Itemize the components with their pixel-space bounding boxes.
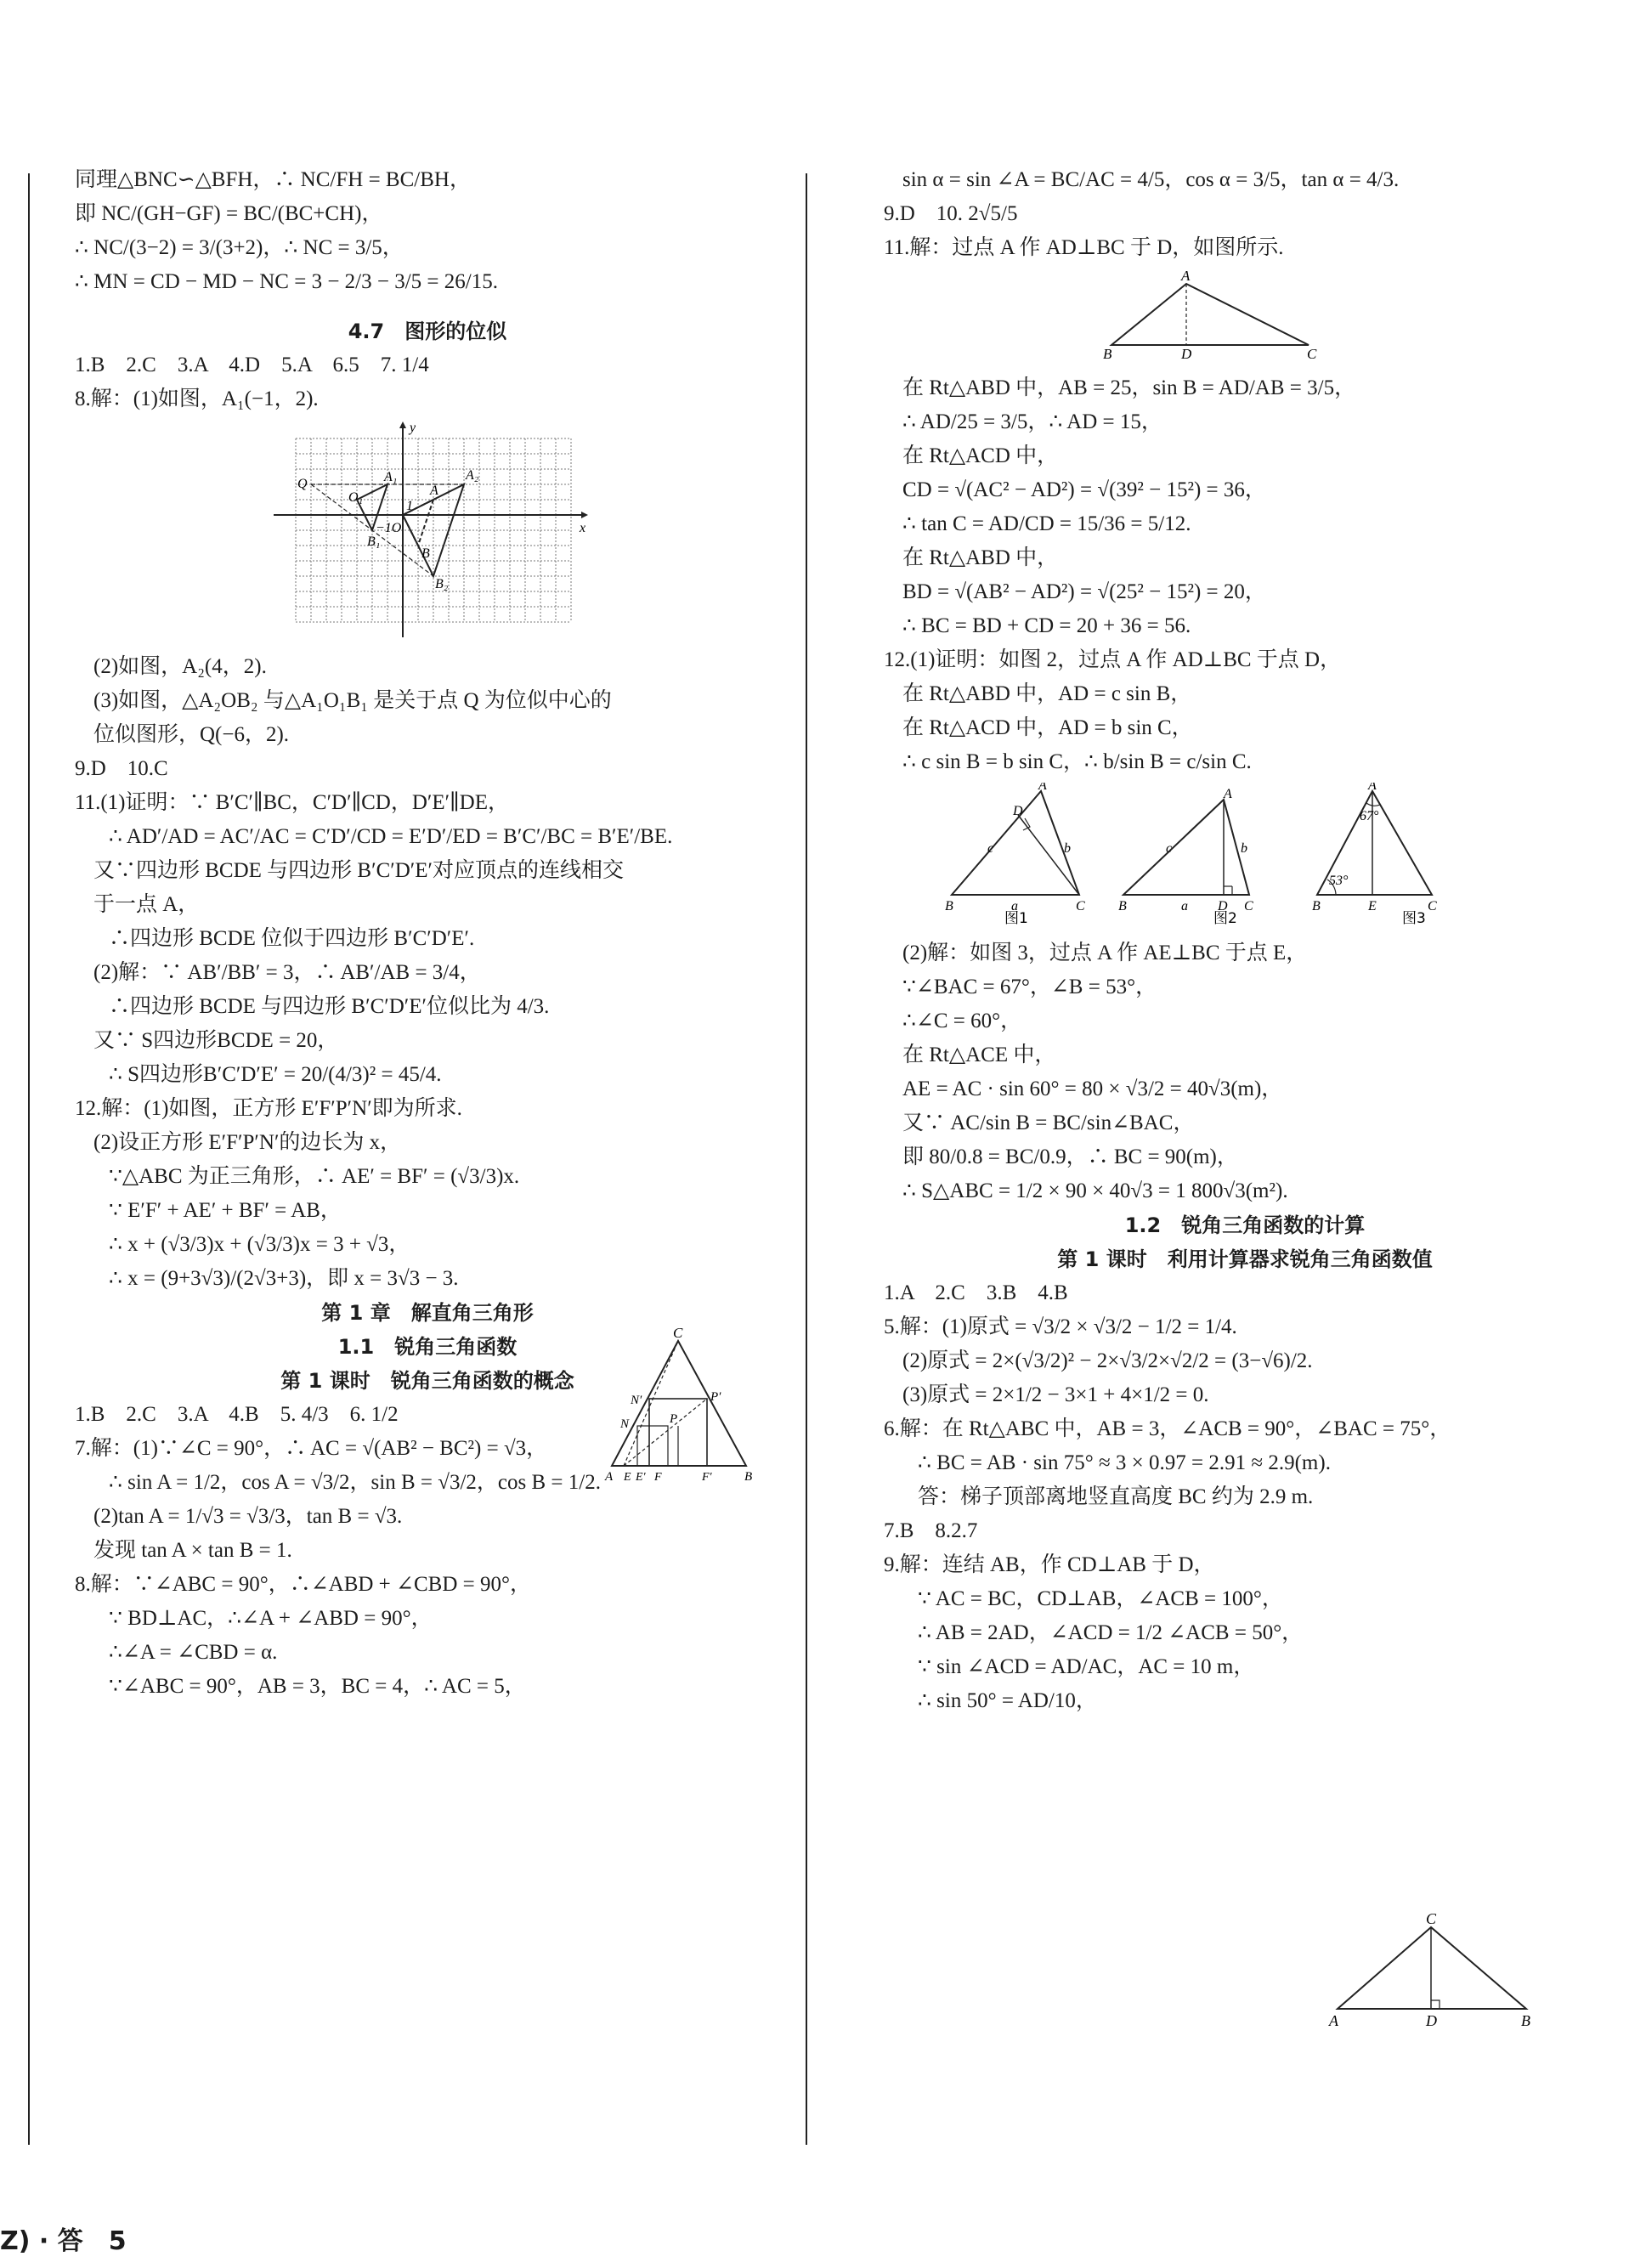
figure-label: 图2 [1213, 910, 1237, 927]
answer-line: 在 Rt△ACE 中， [902, 1044, 1056, 1066]
answer-line: 6.解：在 Rt△ABC 中，AB = 3，∠ACB = 90°，∠BAC = 75°， [884, 1417, 1451, 1440]
answer-line: ∴∠C = 60°， [902, 1010, 1022, 1032]
answer-line: 7.B 8.2.7 [884, 1519, 978, 1542]
answer-line: (3)原式 = 2×1/2 − 3×1 + 4×1/2 = 0. [902, 1383, 1209, 1406]
answer-line: ∴ NC/(3−2) = 3/(3+2)，∴ NC = 3/5， [75, 236, 404, 259]
answer-line: AE = AC · sin 60° = 80 × √3/2 = 40√3(m)， [902, 1077, 1283, 1100]
answer-line: 又∵ S四边形BCDE = 20， [93, 1029, 339, 1052]
answer-line: ∴ sin A = 1/2，cos A = √3/2，sin B = √3/2，cos B = 1/2. [109, 1471, 601, 1494]
answer-line: ∴ AD′/AD = AC′/AC = C′D′/CD = E′D′/ED = B′C′/BC = B′E′/BE. [109, 825, 673, 848]
answer-line: 9.D 10.C [75, 757, 168, 780]
section-heading: 4.7 图形的位似 [348, 320, 507, 343]
isosceles-triangle-figure [1326, 1912, 1538, 2031]
svg-text:F: F [654, 1471, 662, 1483]
answer-line: 8.解：∵∠ABC = 90°，∴∠ABD + ∠CBD = 90°， [75, 1573, 531, 1596]
figure-label: A [430, 484, 438, 498]
answer-line: 同理△BNC∽△BFH，∴ NC/FH = BC/BH， [75, 168, 471, 191]
answer-line: ∴ MN = CD − MD − NC = 3 − 2/3 − 3/5 = 26/15. [75, 270, 498, 293]
answer-line: ∴∠A = ∠CBD = α. [109, 1641, 278, 1664]
svg-text:P: P [670, 1412, 678, 1426]
answer-line: ∴ x + (√3/3)x + (√3/3)x = 3 + √3， [109, 1233, 410, 1256]
figure-label: B₂ [435, 577, 449, 591]
figure-label: x [580, 521, 586, 535]
tri11-figure-wrap [884, 269, 1606, 368]
figure-label: a [1011, 899, 1018, 913]
svg-text:B: B [744, 1470, 753, 1483]
answer-line: (2)如图，A₂(4，2). [93, 655, 267, 678]
figure-label: 图1 [1004, 910, 1028, 927]
answer-line: 答：梯子顶部离地竖直高度 BC 约为 2.9 m. [918, 1485, 1314, 1508]
answer-line: ∵ E′F′ + AE′ + BF′ = AB， [109, 1199, 342, 1222]
answer-line: 又∵四边形 BCDE 与四边形 B′C′D′E′对应顶点的连线相交 [93, 859, 624, 882]
page-footer: Z) · 答 5 [0, 2226, 127, 2256]
answer-line: 12.解：(1)如图，正方形 E′F′P′N′即为所求. [75, 1097, 462, 1120]
figure-label: 1 [406, 499, 413, 513]
figure-label: D [1218, 899, 1228, 913]
answer-line: 8.解：(1)如图，A₁(−1，2). [75, 387, 319, 410]
figure-label: B [1312, 899, 1321, 913]
figure-label: E [1368, 899, 1377, 913]
figure-label: B₁ [367, 534, 381, 549]
answer-line: 在 Rt△ACD 中，AD = b sin C， [902, 716, 1193, 739]
answer-line: 12.(1)证明：如图 2，过点 A 作 AD⊥BC 于点 D， [884, 648, 1342, 671]
answer-line: 于一点 A， [93, 893, 200, 916]
section-heading: 第 1 章 解直角三角形 [321, 1301, 534, 1325]
figure-label: C [1428, 899, 1437, 913]
svg-text:A: A [605, 1470, 614, 1483]
figure-label: b [1064, 841, 1071, 856]
svg-text:C: C [673, 1326, 683, 1341]
answer-line: 11.解：过点 A 作 AD⊥BC 于 D，如图所示. [884, 236, 1284, 259]
answer-line: (2)设正方形 E′F′P′N′的边长为 x， [93, 1131, 402, 1154]
svg-text:E: E [624, 1471, 631, 1483]
figure-label: c [987, 841, 994, 856]
svg-text:N′: N′ [631, 1394, 642, 1407]
answer-line: (2)原式 = 2×(√3/2)² − 2×√3/2×√2/2 = (3−√6)/2. [902, 1349, 1313, 1372]
answer-line: 9.解：连结 AB，作 CD⊥AB 于 D， [884, 1553, 1215, 1576]
square-in-triangle-figure [600, 1326, 761, 1483]
column-divider [806, 173, 807, 2145]
svg-text:E′: E′ [636, 1471, 646, 1483]
left-margin-rule [28, 173, 30, 2145]
figure-label: −1O [376, 521, 402, 535]
answer-line: CD = √(AC² − AD²) = √(39² − 15²) = 36， [902, 478, 1266, 501]
figure-label: a [1181, 899, 1188, 913]
answer-line: ∴ sin 50° = AD/10， [918, 1689, 1097, 1712]
answer-line: ∵ sin ∠ACD = AD/AC，AC = 10 m， [918, 1655, 1255, 1678]
figure-label: B [945, 899, 953, 913]
answer-line: 在 Rt△ABD 中，AB = 25，sin B = AD/AB = 3/5， [902, 376, 1356, 399]
section-heading: 1.2 锐角三角函数的计算 [1124, 1213, 1366, 1237]
answer-line: (3)如图，△A₂OB₂ 与△A₁O₁B₁ 是关于点 Q 为位似中心的 [93, 689, 612, 712]
figure-label: O₁ [348, 490, 364, 505]
answer-line: ∴ tan C = AD/CD = 15/36 = 5/12. [902, 512, 1191, 535]
answer-line: 1.B 2.C 3.A 4.D 5.A 6.5 7. 1/4 [75, 353, 429, 376]
figure-label: C [1076, 899, 1085, 913]
answer-line: 在 Rt△ABD 中，AD = c sin B， [902, 682, 1192, 705]
answer-line: 即 80/0.8 = BC/0.9，∴ BC = 90(m)， [902, 1145, 1238, 1168]
svg-text:F′: F′ [702, 1471, 712, 1483]
answer-line: ∴ BC = BD + CD = 20 + 36 = 56. [902, 614, 1191, 637]
figure-label: A [1368, 783, 1377, 793]
figure-label: 53° [1329, 874, 1349, 888]
answer-line: 1.B 2.C 3.A 4.B 5. 4/3 6. 1/2 [75, 1403, 399, 1426]
figure-label: D [1013, 804, 1023, 818]
answer-line: BD = √(AB² − AD²) = √(25² − 15²) = 20， [902, 580, 1266, 603]
figure-label: D [1181, 346, 1192, 362]
answer-line: ∴ x = (9+3√3)/(2√3+3)，即 x = 3√3 − 3. [109, 1267, 459, 1290]
figure-label: C [1244, 899, 1253, 913]
answer-line: ∴ S四边形B′C′D′E′ = 20/(4/3)² = 45/4. [109, 1063, 442, 1086]
answer-line: ∵ AC = BC，CD⊥AB，∠ACB = 100°， [918, 1587, 1283, 1610]
answer-line: 位似图形，Q(−6，2). [93, 723, 290, 746]
figure-label: B [1103, 346, 1112, 362]
answer-line: (2)解：如图 3，过点 A 作 AE⊥BC 于点 E， [902, 942, 1308, 964]
answer-line: ∴四边形 BCDE 与四边形 B′C′D′E′位似比为 4/3. [109, 995, 550, 1018]
right-column [884, 161, 1606, 1720]
answer-line: 发现 tan A × tan B = 1. [93, 1539, 292, 1562]
answer-line: 在 Rt△ABD 中， [902, 546, 1059, 569]
figure-label: A₁ [384, 470, 398, 484]
figure-label: b [1241, 841, 1247, 856]
svg-text:P′: P′ [710, 1390, 721, 1404]
figure-label: 图3 [1402, 910, 1426, 927]
answer-line: ∵∠ABC = 90°，AB = 3，BC = 4，∴ AC = 5， [109, 1675, 526, 1698]
svg-text:C: C [1426, 1912, 1437, 1927]
answer-line: 11.(1)证明：∵ B′C′∥BC，C′D′∥CD，D′E′∥DE， [75, 791, 509, 814]
answer-line: ∵ BD⊥AC，∴∠A + ∠ABD = 90°， [109, 1607, 433, 1630]
svg-text:A: A [1329, 2012, 1338, 2029]
coordinate-grid-figure [270, 420, 593, 641]
answer-line: ∵∠BAC = 67°，∠B = 53°， [902, 976, 1157, 998]
section-heading: 第 1 课时 锐角三角函数的概念 [280, 1369, 574, 1393]
figure-label: y [410, 421, 416, 435]
svg-text:B: B [1521, 2012, 1530, 2029]
figure-label: B [1118, 899, 1127, 913]
svg-text:D: D [1426, 2012, 1437, 2029]
figure-label: A₂ [466, 468, 479, 483]
answer-line: ∴ BC = AB · sin 75° ≈ 3 × 0.97 = 2.91 ≈ 2.9(m). [918, 1451, 1331, 1474]
answer-line: ∴ c sin B = b sin C，∴ b/sin B = c/sin C. [902, 750, 1252, 773]
section-heading: 1.1 锐角三角函数 [337, 1335, 518, 1359]
figure-label: 67° [1360, 809, 1379, 823]
figure-label: c [1166, 841, 1173, 856]
figure-label: C [1307, 346, 1317, 362]
figure-label: Q [297, 477, 308, 491]
answer-line: 9.D 10. 2√5/5 [884, 202, 1018, 225]
answer-line: 即 NC/(GH−GF) = BC/(BC+CH)， [75, 202, 383, 225]
triangle-abc-figure [884, 269, 1530, 362]
figure-label: A [1224, 787, 1232, 801]
answer-line: 7.解：(1)∵∠C = 90°，∴ AC = √(AB² − BC²) = √3， [75, 1437, 548, 1460]
figure-label: A [1038, 783, 1047, 793]
answer-line: ∴四边形 BCDE 位似于四边形 B′C′D′E′. [109, 927, 475, 950]
answer-line: ∴ S△ABC = 1/2 × 90 × 40√3 = 1 800√3(m²). [902, 1179, 1288, 1202]
answer-line: ∵△ABC 为正三角形，∴ AE′ = BF′ = (√3/3)x. [109, 1165, 520, 1188]
svg-text:N: N [620, 1417, 630, 1431]
answer-line: 又∵ AC/sin B = BC/sin∠BAC， [902, 1111, 1195, 1134]
three-triangles-figure [943, 783, 1640, 927]
figure-label: A [1181, 269, 1191, 284]
answer-line: 1.A 2.C 3.B 4.B [884, 1281, 1068, 1304]
answer-line: ∴ AD/25 = 3/5，∴ AD = 15， [902, 410, 1162, 433]
section-heading: 第 1 课时 利用计算器求锐角三角函数值 [1057, 1247, 1433, 1271]
figure-label: B [421, 546, 430, 561]
answer-line: (2)tan A = 1/√3 = √3/3，tan B = √3. [93, 1505, 403, 1528]
answer-line: (2)解：∵ AB′/BB′ = 3，∴ AB′/AB = 3/4， [93, 961, 481, 984]
answer-line: sin α = sin ∠A = BC/AC = 4/5，cos α = 3/5，tan α = 4/3. [902, 168, 1400, 191]
grid-figure-wrap [75, 420, 780, 647]
tri12-figure-wrap [884, 783, 1606, 933]
answer-line: 在 Rt△ACD 中， [902, 444, 1059, 467]
answer-line: ∴ AB = 2AD，∠ACD = 1/2 ∠ACB = 50°， [918, 1621, 1304, 1644]
answer-line: 5.解：(1)原式 = √3/2 × √3/2 − 1/2 = 1/4. [884, 1315, 1237, 1338]
